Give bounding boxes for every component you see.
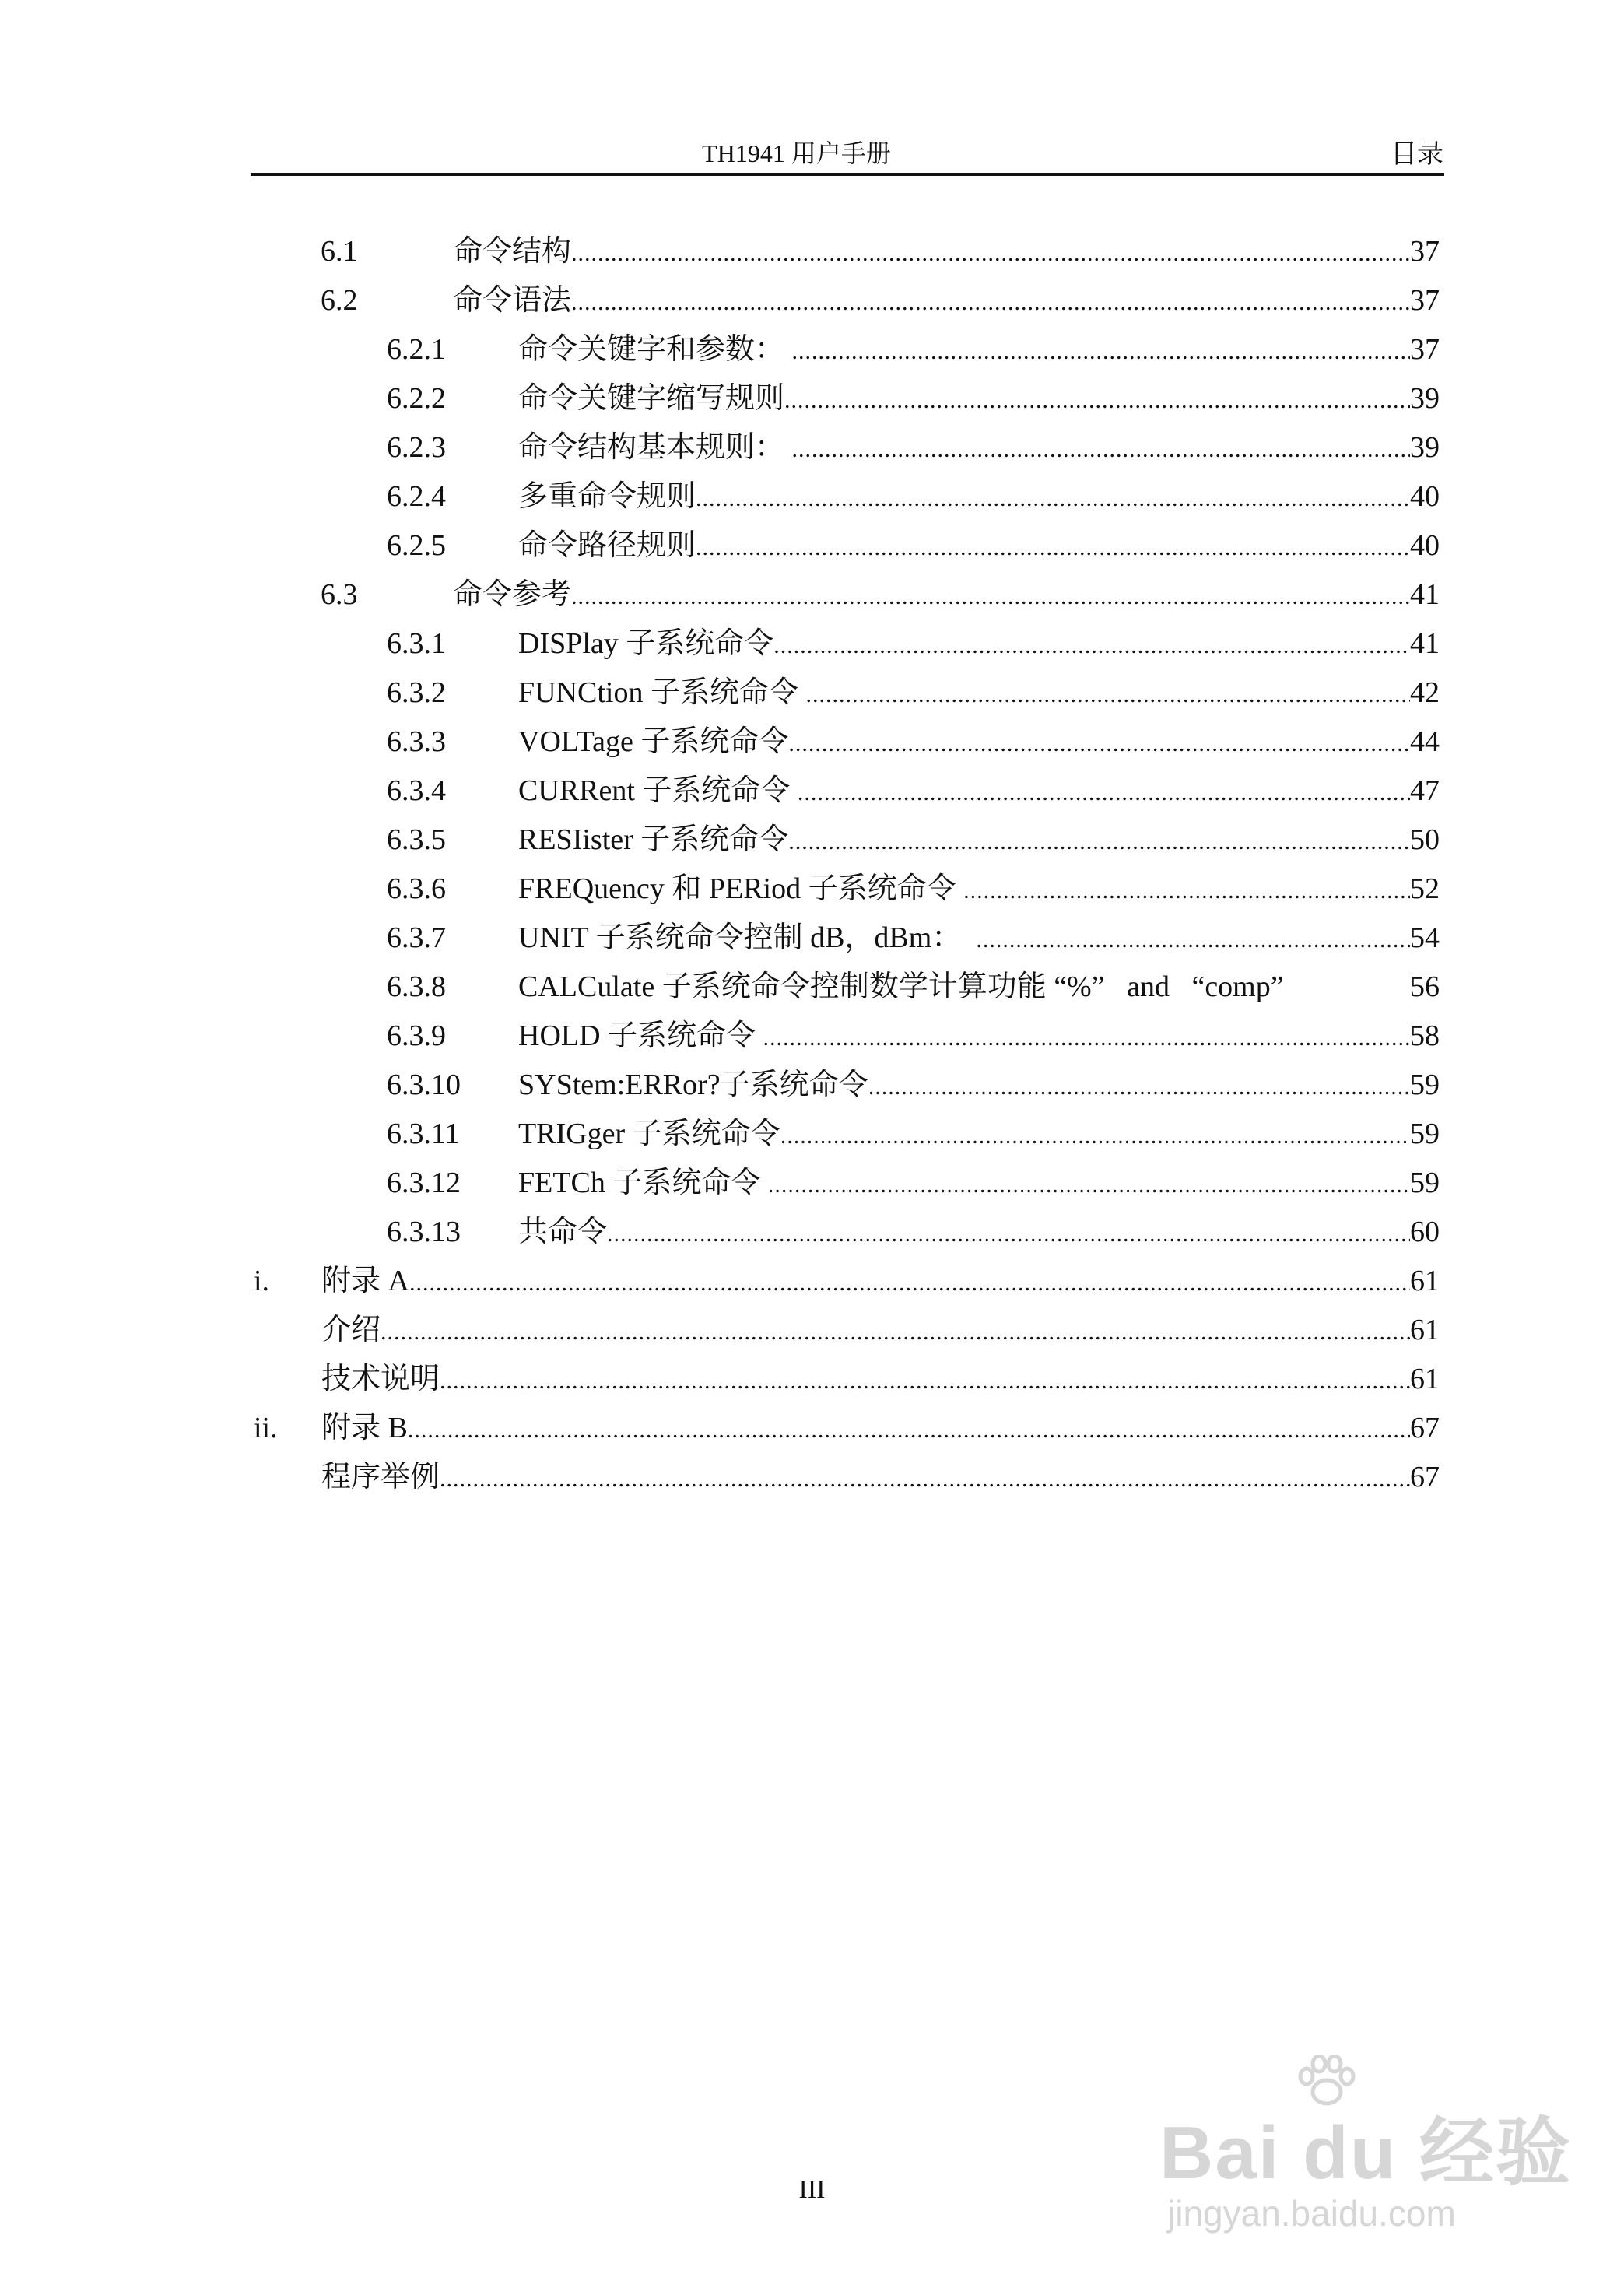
toc-entry-number: 6.3.8 [387, 970, 446, 1003]
toc-entry-number: 6.2.5 [387, 529, 446, 562]
toc-entry-page: 58 [1410, 1019, 1440, 1052]
toc-entry-number: 6.2.4 [387, 480, 446, 513]
toc-entry-page: 61 [1410, 1265, 1440, 1297]
toc-entry-title: VOLTage 子系统命令 [518, 722, 788, 761]
toc-entry[interactable] [387, 1065, 1440, 1104]
dot-leader [784, 384, 1410, 418]
dot-leader [788, 727, 1410, 761]
header-title-text: TH1941 用户手册 [702, 139, 891, 167]
toc-entry-page: 67 [1410, 1461, 1440, 1493]
dot-leader [440, 1364, 1410, 1398]
watermark-brand: Bai du 经验 [1159, 2111, 1573, 2195]
toc-entry[interactable] [387, 428, 1440, 467]
dot-leader [792, 433, 1410, 467]
page-number: III [798, 2175, 826, 2204]
toc-entry-number: 6.3.13 [387, 1216, 461, 1248]
toc-entry-number: 6.2 [321, 284, 358, 317]
toc-entry-number: 6.3.9 [387, 1019, 446, 1052]
toc-entry-number: 6.3 [321, 578, 358, 611]
toc-entry-title: FETCh 子系统命令 [518, 1163, 768, 1202]
dot-leader [780, 1119, 1410, 1153]
toc-entry[interactable] [387, 771, 1440, 810]
toc-entry[interactable] [387, 1163, 1440, 1202]
toc-entry-page: 40 [1410, 529, 1440, 562]
toc-entry[interactable] [387, 330, 1440, 369]
dot-leader [696, 482, 1410, 516]
toc-entry-title: 命令结构基本规则： [518, 428, 792, 467]
toc-entry-number: 6.3.4 [387, 774, 446, 807]
dot-leader [381, 1315, 1410, 1349]
dot-leader [773, 629, 1410, 663]
toc-entry-title: TRIGger 子系统命令 [518, 1114, 780, 1153]
toc-entry-page: 59 [1410, 1167, 1440, 1199]
toc-entry-page: 39 [1410, 382, 1440, 415]
dot-leader [805, 678, 1410, 712]
toc-entry-title: 命令路径规则 [518, 526, 696, 565]
dot-leader [571, 580, 1410, 614]
toc-entry-number: 6.1 [321, 235, 358, 268]
toc-entry-page: 59 [1410, 1069, 1440, 1101]
toc-entry-title: 介绍 [321, 1311, 381, 1349]
toc-entry[interactable] [387, 477, 1440, 516]
toc-entry-title: CURRent 子系统命令 [518, 771, 798, 810]
dot-leader [440, 1462, 1410, 1497]
toc-entry[interactable] [387, 624, 1440, 663]
toc-entry[interactable] [387, 869, 1440, 908]
watermark-url: jingyan.baidu.com [1167, 2193, 1456, 2234]
toc-entry-title: FUNCtion 子系统命令 [518, 673, 805, 712]
toc-entry-title: 技术说明 [321, 1360, 440, 1398]
dot-leader [607, 1217, 1410, 1251]
toc-entry-title: FREQuency 和 PERiod 子系统命令 [518, 869, 963, 908]
toc-entry-title: UNIT 子系统命令控制 dB，dBm： [518, 918, 976, 957]
header-rule [251, 173, 1444, 176]
toc-entry-title: 多重命令规则 [518, 477, 696, 516]
toc-entry-title: CALCulate 子系统命令控制数学计算功能 “%” and “comp” [518, 967, 1284, 1006]
header-section: 目录 [1391, 140, 1443, 169]
header-title [0, 134, 1624, 170]
toc-entry-page: 37 [1410, 235, 1440, 268]
toc-entry-number: 6.2.2 [387, 382, 446, 415]
toc-entry[interactable] [321, 1311, 1440, 1349]
toc-entry-page: 40 [1410, 480, 1440, 513]
toc-entry[interactable] [321, 281, 1440, 320]
toc-entry-title: 命令结构 [453, 232, 571, 271]
toc-entry-title: 命令关键字缩写规则 [518, 379, 784, 418]
dot-leader [763, 1021, 1410, 1055]
toc-entry-page: 59 [1410, 1118, 1440, 1150]
toc-entry[interactable] [321, 1458, 1440, 1497]
toc-entry[interactable] [321, 1360, 1440, 1398]
toc-entry-title: DISPlay 子系统命令 [518, 624, 773, 663]
toc-entry-page: 39 [1410, 431, 1440, 464]
dot-leader [868, 1070, 1410, 1104]
dot-leader [571, 286, 1410, 320]
toc-entry[interactable] [387, 673, 1440, 712]
dot-leader [792, 335, 1410, 369]
toc-entry[interactable] [387, 918, 1440, 957]
toc-entry-page: 54 [1410, 921, 1440, 954]
dot-leader [788, 825, 1410, 859]
toc-entry-title: RESIister 子系统命令 [518, 820, 788, 859]
toc-entry-title: 程序举例 [321, 1458, 440, 1497]
toc-entry-number: 6.3.6 [387, 872, 446, 905]
dot-leader [408, 1413, 1410, 1448]
toc-entry[interactable] [387, 1016, 1440, 1055]
paw-logo-icon [1296, 2055, 1358, 2109]
toc-entry-page: 56 [1410, 970, 1440, 1003]
toc-entry-number: 6.3.11 [387, 1118, 460, 1150]
toc-entry-title: 命令参考 [453, 575, 571, 614]
dot-leader [409, 1266, 1410, 1300]
toc-entry-page: 42 [1410, 676, 1440, 709]
toc-entry-page: 61 [1410, 1363, 1440, 1395]
toc-entry-page: 44 [1410, 725, 1440, 758]
toc-entry[interactable] [254, 1262, 1440, 1300]
toc-entry-number: 6.3.3 [387, 725, 446, 758]
dot-leader [768, 1168, 1410, 1202]
toc-entry-number: i. [254, 1265, 270, 1297]
toc-entry-page: 37 [1410, 333, 1440, 366]
toc-entry-number: 6.3.10 [387, 1069, 461, 1101]
toc-entry-page: 41 [1410, 578, 1440, 611]
toc-entry-number: 6.3.2 [387, 676, 446, 709]
toc-entry-page: 37 [1410, 284, 1440, 317]
toc-entry[interactable] [387, 526, 1440, 565]
toc-entry-page: 50 [1410, 823, 1440, 856]
toc-entry-page: 60 [1410, 1216, 1440, 1248]
toc-entry-number: 6.3.7 [387, 921, 446, 954]
dot-leader [696, 531, 1410, 565]
toc-entry[interactable] [387, 820, 1440, 859]
toc-entry[interactable] [387, 722, 1440, 761]
toc-entry-title: SYStem:ERRor?子系统命令 [518, 1065, 868, 1104]
baidu-watermark [1159, 2093, 1572, 2234]
toc-entry[interactable] [254, 1409, 1440, 1448]
toc-entry-number: 6.3.5 [387, 823, 446, 856]
toc-entry-title: HOLD 子系统命令 [518, 1016, 763, 1055]
toc-entry[interactable] [387, 1114, 1440, 1153]
toc-entry-title: 附录 A [321, 1262, 409, 1300]
toc-entry-page: 67 [1410, 1412, 1440, 1444]
dot-leader [798, 776, 1410, 810]
toc-entry[interactable] [321, 232, 1440, 271]
toc-entry-page: 47 [1410, 774, 1440, 807]
toc-entry-number: ii. [254, 1412, 278, 1444]
dot-leader [571, 237, 1410, 271]
toc-entry[interactable] [387, 967, 1440, 1006]
toc-entry-title: 命令关键字和参数： [518, 330, 792, 369]
toc-entry-number: 6.3.12 [387, 1167, 461, 1199]
toc-entry-title: 附录 B [321, 1409, 408, 1448]
toc-entry[interactable] [387, 1212, 1440, 1251]
toc-entry[interactable] [387, 379, 1440, 418]
toc-entry-page: 41 [1410, 627, 1440, 660]
dot-leader [976, 923, 1410, 957]
dot-leader [963, 874, 1410, 908]
toc-entry-number: 6.2.1 [387, 333, 446, 366]
toc-entry[interactable] [321, 575, 1440, 614]
toc-entry-title: 命令语法 [453, 281, 571, 320]
toc-entry-page: 52 [1410, 872, 1440, 905]
toc-entry-number: 6.2.3 [387, 431, 446, 464]
toc-entry-title: 共命令 [518, 1212, 607, 1251]
toc-entry-page: 61 [1410, 1314, 1440, 1346]
toc-entry-number: 6.3.1 [387, 627, 446, 660]
